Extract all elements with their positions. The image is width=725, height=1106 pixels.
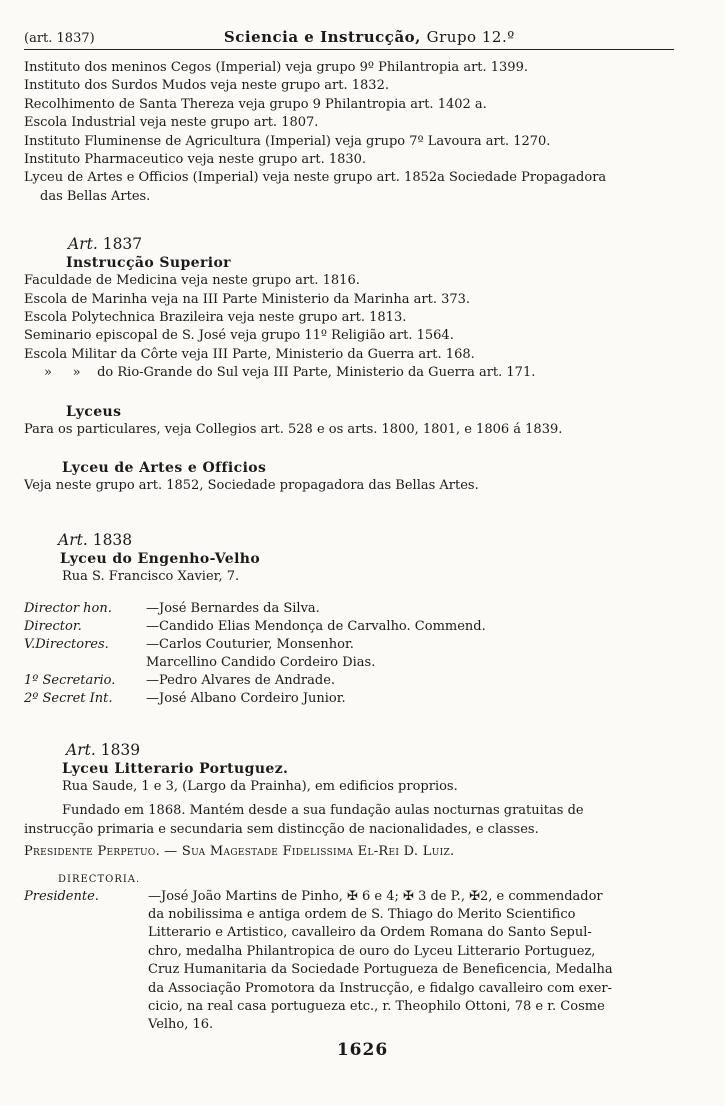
staff-row: [24, 600, 674, 618]
president-line: —José João Martins de Pinho, ✠ 6 e 4; ✠ 3 de P., ✠2, e commendador: [148, 888, 603, 904]
staff-name: —Candido Elias Mendonça de Carvalho. Commend.: [146, 618, 486, 634]
list-line: Faculdade de Medicina veja neste grupo art. 1816.: [24, 273, 360, 289]
staff-list: [24, 600, 674, 708]
staff-name: —Carlos Couturier, Monsenhor.: [146, 636, 354, 652]
article-number: 1838: [92, 530, 133, 549]
staff-row: [24, 618, 674, 636]
staff-role: 1º Secretario.: [24, 672, 116, 688]
intro-list: [24, 59, 674, 206]
list-line: » » do Rio-Grande do Sul veja III Parte, Ministerio da Guerra art. 171.: [44, 365, 536, 381]
intro-line: Instituto Fluminense de Agricultura (Imperial) veja grupo 7º Lavoura art. 1270.: [24, 133, 551, 149]
staff-role: Director hon.: [24, 600, 112, 616]
header-article-ref: (art. 1837): [24, 31, 95, 46]
article-1839-heading: [24, 740, 674, 760]
president-line: Cruz Humanitaria da Sociedade Portugueza de Beneficencia, Medalha: [148, 962, 613, 978]
staff-name: —Pedro Alvares de Andrade.: [146, 672, 336, 688]
lyceu-artes-text: Veja neste grupo art. 1852, Sociedade propagadora das Bellas Artes.: [24, 478, 479, 494]
section-lyceus: Lyceus: [66, 403, 122, 420]
staff-name: —José Albano Cordeiro Junior.: [146, 690, 346, 706]
spacer: [24, 586, 674, 600]
president-line: Litterario e Artistico, cavalleiro da Ordem Romana do Santo Sepul-: [148, 925, 592, 941]
staff-row: [24, 690, 674, 708]
staff-row: [24, 636, 674, 654]
article-label: Art.: [58, 530, 88, 549]
intro-line: Escola Industrial veja neste grupo art. 1807.: [24, 115, 319, 131]
article-1837-list: [24, 272, 674, 382]
article-1838-heading: [24, 530, 674, 550]
intro-line: Instituto dos Surdos Mudos veja neste grupo art. 1832.: [24, 78, 389, 94]
article-1837-heading: [24, 234, 674, 254]
intro-line: das Bellas Artes.: [40, 188, 151, 204]
staff-name: —José Bernardes da Silva.: [146, 600, 320, 616]
intro-line: Recolhimento de Santa Thereza veja grupo 9 Philantropia art. 1402 a.: [24, 96, 487, 112]
founded-text: Fundado em 1868. Mantém desde a sua fundação aulas nocturnas gratuitas de: [62, 803, 584, 819]
intro-line: Lyceu de Artes e Officios (Imperial) veja neste grupo art. 1852a Sociedade Propagadora: [24, 170, 607, 186]
header-title: [224, 28, 515, 46]
list-line: Escola de Marinha veja na III Parte Ministerio da Marinha art. 373.: [24, 291, 471, 307]
perpetual-label: Presidente Perpetuo.: [24, 844, 160, 860]
intro-line: Instituto Pharmaceutico veja neste grupo art. 1830.: [24, 152, 367, 168]
spacer: [24, 439, 674, 459]
staff-role: [24, 654, 146, 672]
president-line: da Associação Promotora da Instrucção, e fidalgo cavalleiro com exer-: [148, 980, 612, 996]
article-label: Art.: [66, 740, 96, 759]
list-line: Escola Polytechnica Brazileira veja neste grupo art. 1813.: [24, 310, 407, 326]
staff-role: 2º Secret Int.: [24, 690, 113, 706]
president-line: chro, medalha Philantropica de ouro do Lyceu Litterario Portuguez,: [148, 943, 596, 959]
staff-role: Director.: [24, 618, 82, 634]
section-lyceu-engenho-velho: Lyceu do Engenho-Velho: [60, 550, 261, 567]
address: Rua S. Francisco Xavier, 7.: [62, 568, 240, 584]
perpetual-president: [24, 843, 674, 861]
document-page: [24, 28, 674, 1035]
president-line: cicio, na real casa portugueza etc., r. Theophilo Ottoni, 78 e r. Cosme: [148, 998, 605, 1014]
directoria-heading: DIRECTORIA.: [58, 873, 141, 885]
staff-name: Marcellino Candido Cordeiro Dias.: [146, 654, 376, 670]
president-role: Presidente.: [24, 888, 99, 904]
header-title-text: Sciencia e Instrucção,: [223, 28, 421, 46]
address: Rua Saude, 1 e 3, (Largo da Prainha), em edificios proprios.: [62, 778, 458, 794]
page-number: 1626: [336, 1040, 389, 1060]
president-text: [148, 888, 674, 1035]
founded-text: instrucção primaria e secundaria sem distincção de nacionalidades, e classes.: [24, 821, 539, 837]
section-lyceu-litterario: Lyceu Litterario Portuguez.: [62, 760, 289, 777]
article-label: Art.: [68, 235, 98, 254]
president-line: da nobilissima e antiga ordem de S. Thiago do Merito Scientifico: [148, 906, 576, 922]
article-number: 1839: [100, 740, 141, 759]
staff-row: [24, 672, 674, 690]
section-instrucção-superior: Instrucção Superior: [66, 255, 231, 272]
list-line: Seminario episcopal de S. José veja grupo 11º Religião art. 1564.: [24, 328, 454, 344]
list-line: Escola Militar da Côrte veja III Parte, Ministerio da Guerra art. 168.: [24, 346, 475, 362]
intro-line: Instituto dos meninos Cegos (Imperial) veja grupo 9º Philantropia art. 1399.: [24, 60, 528, 75]
spacer: [24, 383, 674, 403]
staff-row: [24, 654, 674, 672]
article-number: 1837: [102, 235, 143, 254]
lyceus-text: Para os particulares, veja Collegios art. 528 e os arts. 1800, 1801, e 1806 á 1839.: [24, 421, 563, 437]
running-header: [24, 28, 674, 50]
section-lyceu-artes: Lyceu de Artes e Officios: [62, 460, 267, 477]
header-group: Grupo 12.º: [426, 28, 515, 46]
staff-role: V.Directores.: [24, 636, 109, 652]
perpetual-value: — Sua Magestade Fidelissima El-Rei D. Luiz.: [164, 844, 455, 860]
president-line: Velho, 16.: [148, 1017, 214, 1033]
president-entry: [24, 888, 674, 1035]
